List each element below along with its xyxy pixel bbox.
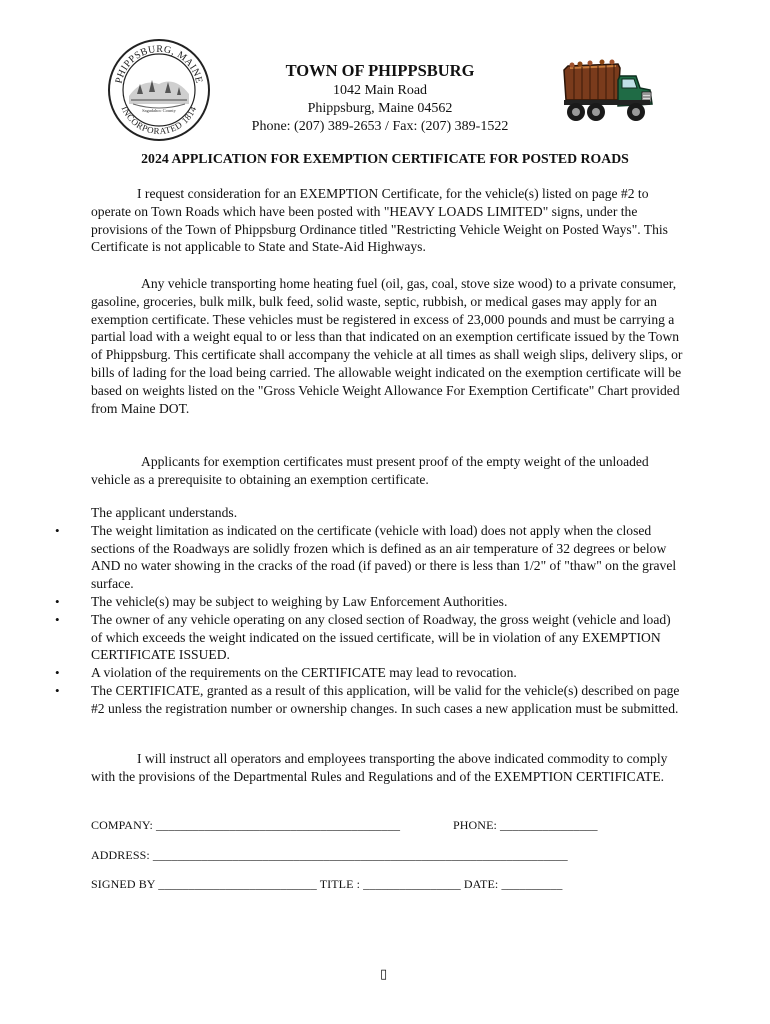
address-line-2: Phippsburg, Maine 04562 bbox=[307, 101, 453, 116]
phone-fax-line: Phone: (207) 389-2653 / Fax: (207) 389-1522 bbox=[251, 119, 509, 134]
list-item: • The weight limitation as indicated on the certificate (vehicle with load) does not apply when the closed sections of the Roadways are solidly frozen which is defined as an air temperature of 32 degrees or below AND no water showing in the cracks of the road (if paved) or there is less than 1/2" of "thaw" on the gravel surface. bbox=[55, 522, 677, 592]
seal-graphic bbox=[107, 38, 211, 142]
conditions-list bbox=[55, 522, 683, 718]
list-item: • The CERTIFICATE, granted as a result of this application, will be valid for the vehicle(s) described on page #2 unless the registration number or ownership changes. In such cases a new application must be submitted. bbox=[55, 682, 680, 716]
dump-truck-icon bbox=[560, 56, 654, 128]
list-item: • The vehicle(s) may be subject to weighing by Law Enforcement Authorities. bbox=[55, 593, 508, 609]
town-seal bbox=[107, 38, 211, 142]
seal-top-text: PHIPPSBURG, MAINE bbox=[113, 43, 205, 85]
document-title: 2024 APPLICATION FOR EXEMPTION CERTIFICATE FOR POSTED ROADS bbox=[141, 151, 629, 166]
bullet-icon: • bbox=[55, 665, 60, 681]
paragraph-request: I request consideration for an EXEMPTION Certificate, for the vehicle(s) listed on page #2 to operate on Town Roads which have been posted with "HEAVY LOADS LIMITED" signs, under the provisions of the Town of Phippsburg Ordinance titled "Restricting Vehicle Weight on Posted Ways". This Certificate is not applicable to State and State-Aid Highways. bbox=[91, 186, 668, 255]
letterhead bbox=[220, 60, 540, 136]
address-line-1: 1042 Main Road bbox=[332, 83, 428, 98]
bullet-icon: • bbox=[55, 611, 60, 627]
paragraph-instruction: I will instruct all operators and employees transporting the above indicated commodity to comply with the provisions of the Departmental Rules and Regulations and of the EXEMPTION CERTIFICATE. bbox=[91, 751, 668, 784]
signature-title-date-field[interactable]: SIGNED BY __________________________ TITLE : ________________ DATE: __________ bbox=[91, 877, 563, 891]
paragraph-eligibility: Any vehicle transporting home heating fuel (oil, gas, coal, stove size wood) to a private consumer, gasoline, groceries, bulk milk, bulk feed, solid waste, septic, rubbish, or medical gases may apply for an exemption certificate. These vehicles must be registered in excess of 23,000 pounds and must be carrying a partial load with a weight equal to or less than that indicated on an exemption certificate issued by the Town of Phippsburg. This certificate shall accompany the vehicle at all times as shall weigh slips, delivery slips, or bills of lading for the load being carried. The allowable weight indicated on the exemption certificate will be based on weights listed on the "Gross Vehicle Weight Allowance For Exemption Certificate" Chart provided from Maine DOT. bbox=[91, 276, 683, 416]
company-field[interactable]: COMPANY: ________________________________________ bbox=[91, 818, 401, 832]
bullet-icon: • bbox=[55, 522, 60, 538]
applicant-understands-heading: The applicant understands. bbox=[91, 505, 238, 520]
list-item: • A violation of the requirements on the CERTIFICATE may lead to revocation. bbox=[55, 665, 517, 681]
paragraph-proof: Applicants for exemption certificates must present proof of the empty weight of the unloaded vehicle as a prerequisite to obtaining an exemption certificate. bbox=[91, 454, 649, 487]
phone-field[interactable]: PHONE: ________________ bbox=[453, 818, 598, 832]
seal-inner-text: Sagadahoc County bbox=[142, 108, 176, 113]
list-item: • The owner of any vehicle operating on any closed section of Roadway, the gross weight (vehicle and load) of which exceeds the weight indicated on the issued certificate, will be in violation of any EXEMPTION CERTIFICATE ISSUED. bbox=[55, 611, 671, 663]
page-marker: ▯ bbox=[380, 966, 388, 981]
seal-bottom-text: INCORPORATED 1814 bbox=[119, 104, 199, 137]
address-field[interactable]: ADDRESS: ____________________________________________________________________ bbox=[91, 848, 568, 862]
town-title: TOWN OF PHIPPSBURG bbox=[285, 61, 475, 80]
bullet-icon: • bbox=[55, 682, 60, 698]
applicant-understands-section bbox=[55, 504, 683, 718]
bullet-icon: • bbox=[55, 593, 60, 609]
